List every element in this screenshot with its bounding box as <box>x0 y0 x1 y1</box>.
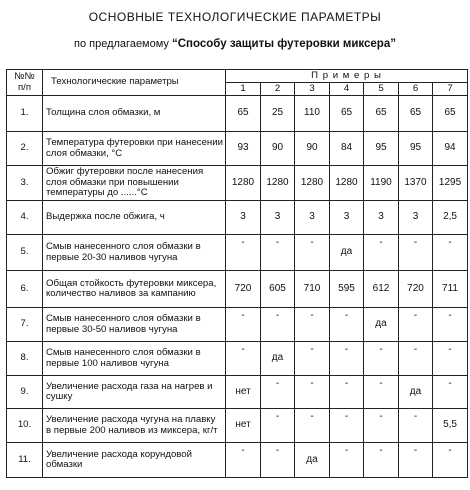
parameter-name: Общая стойкость футеровки миксера, количество наливов за кампанию <box>43 271 226 308</box>
example-value-cell: 605 <box>261 271 295 308</box>
example-value-cell: - <box>364 443 399 478</box>
example-value-cell: - <box>330 308 364 342</box>
example-value-cell: - <box>330 342 364 376</box>
example-value-cell: - <box>399 235 433 271</box>
table-row <box>7 201 468 235</box>
example-value-cell: 25 <box>261 96 295 132</box>
example-value-cell: 65 <box>226 96 261 132</box>
example-value-cell: 90 <box>295 132 330 166</box>
table-row <box>7 376 468 409</box>
example-value-cell: 3 <box>295 201 330 235</box>
example-value-cell: 3 <box>226 201 261 235</box>
example-value-cell: - <box>330 443 364 478</box>
parameter-name: Выдержка после обжига, ч <box>43 201 226 235</box>
example-value-cell: 3 <box>261 201 295 235</box>
parameter-name: Температура футеровки при нанесении слоя обмазки, °C <box>43 132 226 166</box>
example-value-cell: - <box>399 443 433 478</box>
example-number-header: 3 <box>295 83 330 96</box>
example-number-header: 2 <box>261 83 295 96</box>
table-row <box>7 96 468 132</box>
example-value-cell: - <box>433 235 468 271</box>
example-number-header: 4 <box>330 83 364 96</box>
example-value-cell: - <box>295 376 330 409</box>
parameters-table <box>6 69 468 478</box>
example-value-cell: да <box>399 376 433 409</box>
example-value-cell: - <box>261 308 295 342</box>
parameter-name: Смыв нанесенного слоя обмазки в первые 100 наливов чугуна <box>43 342 226 376</box>
example-value-cell: 720 <box>226 271 261 308</box>
table-row <box>7 235 468 271</box>
row-number: 3. <box>7 166 43 201</box>
example-value-cell: 90 <box>261 132 295 166</box>
table-row <box>7 271 468 308</box>
example-value-cell: - <box>433 376 468 409</box>
example-value-cell: 95 <box>364 132 399 166</box>
row-number: 9. <box>7 376 43 409</box>
table-body <box>7 96 468 478</box>
example-value-cell: 65 <box>433 96 468 132</box>
example-number-header: 6 <box>399 83 433 96</box>
row-number: 8. <box>7 342 43 376</box>
example-value-cell: да <box>261 342 295 376</box>
example-value-cell: 1190 <box>364 166 399 201</box>
column-header-examples: П р и м е р ы <box>226 70 468 83</box>
example-value-cell: - <box>364 235 399 271</box>
example-number-header: 1 <box>226 83 261 96</box>
table-row <box>7 443 468 478</box>
example-value-cell: - <box>433 443 468 478</box>
row-number: 1. <box>7 96 43 132</box>
example-value-cell: 65 <box>364 96 399 132</box>
column-header-number: №№ п/п <box>7 70 43 96</box>
example-value-cell: - <box>261 376 295 409</box>
example-value-cell: 710 <box>295 271 330 308</box>
parameter-name: Увеличение расхода чугуна на плавку в первые 200 наливов из миксера, кг/т <box>43 409 226 443</box>
example-value-cell: - <box>261 443 295 478</box>
example-value-cell: 3 <box>399 201 433 235</box>
example-value-cell: 1280 <box>261 166 295 201</box>
example-value-cell: 84 <box>330 132 364 166</box>
example-value-cell: 1295 <box>433 166 468 201</box>
subtitle-method-name: “Способу защиты футеровки миксера” <box>172 38 396 50</box>
row-number: 2. <box>7 132 43 166</box>
example-value-cell: - <box>330 409 364 443</box>
column-header-parameters: Технологические параметры <box>43 70 226 96</box>
table-row <box>7 166 468 201</box>
example-value-cell: нет <box>226 376 261 409</box>
example-value-cell: - <box>364 376 399 409</box>
example-value-cell: 94 <box>433 132 468 166</box>
example-value-cell: - <box>399 342 433 376</box>
example-value-cell: да <box>364 308 399 342</box>
row-number: 11. <box>7 443 43 478</box>
example-value-cell: - <box>399 409 433 443</box>
example-value-cell: - <box>364 409 399 443</box>
example-value-cell: 1280 <box>226 166 261 201</box>
example-value-cell: 3 <box>364 201 399 235</box>
parameter-name: Увеличение расхода корундовой обмазки <box>43 443 226 478</box>
page-title: ОСНОВНЫЕ ТЕХНОЛОГИЧЕСКИЕ ПАРАМЕТРЫ <box>88 10 382 24</box>
example-value-cell: - <box>330 376 364 409</box>
example-number-header: 5 <box>364 83 399 96</box>
row-number: 7. <box>7 308 43 342</box>
example-value-cell: - <box>295 235 330 271</box>
example-value-cell: нет <box>226 409 261 443</box>
example-number-header: 7 <box>433 83 468 96</box>
parameter-name: Смыв нанесенного слоя обмазки в первые 20-30 наливов чугуна <box>43 235 226 271</box>
example-value-cell: - <box>261 409 295 443</box>
row-number: 10. <box>7 409 43 443</box>
example-value-cell: 1370 <box>399 166 433 201</box>
example-value-cell: - <box>226 308 261 342</box>
parameter-name: Обжиг футеровки после нанесения слоя обмазки при повышении температуры до ......°C <box>43 166 226 201</box>
example-value-cell: - <box>226 342 261 376</box>
example-value-cell: - <box>226 443 261 478</box>
subtitle-prefix: по предлагаемому <box>74 38 169 50</box>
parameter-name: Смыв нанесенного слоя обмазки в первые 30-50 наливов чугуна <box>43 308 226 342</box>
example-value-cell: - <box>261 235 295 271</box>
page-subtitle <box>0 38 470 50</box>
row-number: 4. <box>7 201 43 235</box>
table-row <box>7 132 468 166</box>
example-value-cell: 110 <box>295 96 330 132</box>
example-value-cell: да <box>295 443 330 478</box>
parameter-name: Толщина слоя обмазки, м <box>43 96 226 132</box>
table-row <box>7 308 468 342</box>
example-value-cell: 65 <box>399 96 433 132</box>
example-value-cell: 93 <box>226 132 261 166</box>
example-value-cell: 612 <box>364 271 399 308</box>
parameter-name: Увеличение расхода газа на нагрев и сушку <box>43 376 226 409</box>
row-number: 5. <box>7 235 43 271</box>
example-value-cell: - <box>295 308 330 342</box>
example-value-cell: 720 <box>399 271 433 308</box>
example-value-cell: 595 <box>330 271 364 308</box>
example-value-cell: - <box>399 308 433 342</box>
example-value-cell: 65 <box>330 96 364 132</box>
example-value-cell: - <box>364 342 399 376</box>
example-value-cell: 3 <box>330 201 364 235</box>
row-number: 6. <box>7 271 43 308</box>
table-row <box>7 342 468 376</box>
example-value-cell: 5,5 <box>433 409 468 443</box>
example-value-cell: 2,5 <box>433 201 468 235</box>
example-value-cell: - <box>433 342 468 376</box>
example-value-cell: 95 <box>399 132 433 166</box>
example-value-cell: 1280 <box>330 166 364 201</box>
example-value-cell: - <box>295 409 330 443</box>
example-value-cell: - <box>433 308 468 342</box>
example-value-cell: 1280 <box>295 166 330 201</box>
example-value-cell: - <box>226 235 261 271</box>
example-value-cell: 711 <box>433 271 468 308</box>
example-value-cell: - <box>295 342 330 376</box>
table-row <box>7 409 468 443</box>
example-value-cell: да <box>330 235 364 271</box>
